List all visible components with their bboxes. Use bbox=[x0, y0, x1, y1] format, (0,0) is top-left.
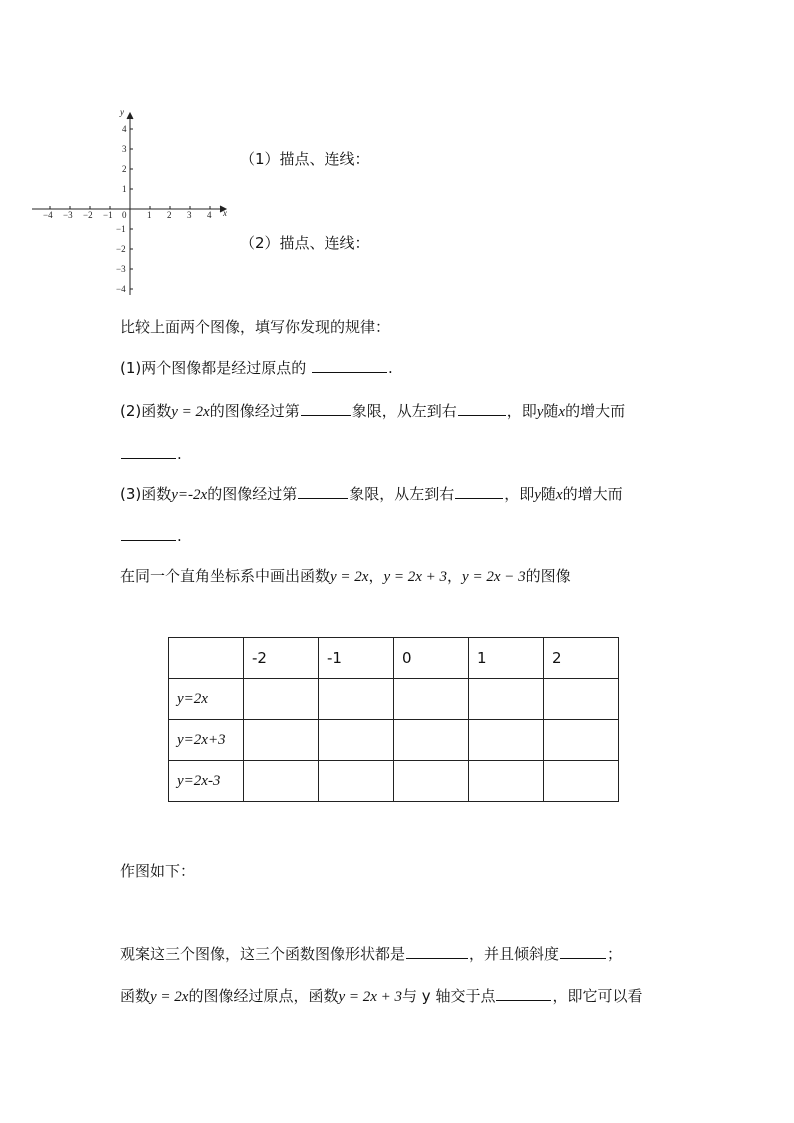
table-cell[interactable] bbox=[469, 761, 544, 802]
observe-text: ，并且倾斜度 bbox=[469, 945, 560, 963]
y-tick-label: −1 bbox=[116, 224, 126, 234]
x-tick-label: −3 bbox=[63, 210, 73, 220]
x-tick-label: 4 bbox=[207, 210, 212, 220]
y-tick-label: 3 bbox=[122, 144, 127, 154]
table-header-cell bbox=[169, 638, 244, 679]
answer-blank[interactable] bbox=[458, 401, 506, 416]
variable-x: x bbox=[558, 404, 566, 420]
rule-1-text: (1)两个图像都是经过原点的 bbox=[120, 359, 307, 377]
rule-3 bbox=[120, 484, 623, 505]
rule-3-text: 象限，从左到右 bbox=[349, 485, 455, 503]
function-formula: y = 2x − 3 bbox=[462, 569, 526, 585]
table-row bbox=[169, 761, 619, 802]
rule-3-text: ，即 bbox=[504, 485, 535, 503]
observe-line bbox=[120, 944, 622, 964]
rule-3-continuation bbox=[120, 526, 182, 546]
rule-1-end: . bbox=[388, 359, 393, 377]
rule-2-text: 随 bbox=[543, 402, 559, 420]
table-header-cell: 0 bbox=[394, 638, 469, 679]
y-tick-label: 1 bbox=[122, 184, 127, 194]
x-tick-label: −2 bbox=[83, 210, 93, 220]
question-1-label: （1）描点、连线： bbox=[240, 150, 370, 168]
answer-blank[interactable] bbox=[298, 484, 348, 499]
table-cell[interactable] bbox=[544, 761, 619, 802]
table-cell[interactable] bbox=[394, 720, 469, 761]
x-tick-label: 2 bbox=[167, 210, 172, 220]
y-tick-label: 4 bbox=[122, 124, 127, 134]
last-line-text: 函数 bbox=[120, 987, 151, 1005]
x-tick-label: −1 bbox=[103, 210, 113, 220]
rule-2-continuation bbox=[120, 444, 182, 464]
answer-blank[interactable] bbox=[406, 944, 468, 959]
question-2-label: （2）描点、连线： bbox=[240, 234, 370, 252]
y-tick-label: −3 bbox=[116, 264, 126, 274]
rule-2-text: ，即 bbox=[506, 402, 537, 420]
rule-3-text: (3)函数 bbox=[120, 485, 172, 503]
draw-as-label: 作图如下： bbox=[120, 862, 196, 880]
answer-blank[interactable] bbox=[121, 526, 176, 541]
table-cell[interactable] bbox=[394, 761, 469, 802]
table-cell[interactable] bbox=[394, 679, 469, 720]
answer-blank[interactable] bbox=[455, 484, 503, 499]
rule-3-text: 的增大而 bbox=[562, 485, 623, 503]
y-axis-label: y bbox=[120, 107, 124, 117]
answer-blank[interactable] bbox=[121, 444, 176, 459]
separator: ， bbox=[447, 567, 463, 585]
instruction-text: 的图像 bbox=[525, 567, 571, 585]
table-cell[interactable] bbox=[244, 679, 319, 720]
value-table bbox=[168, 637, 619, 802]
y-axis-arrow bbox=[127, 113, 133, 119]
rule-2-text: 象限，从左到右 bbox=[351, 402, 457, 420]
rule-2 bbox=[120, 401, 625, 422]
variable-y: y bbox=[534, 487, 541, 503]
table-cell[interactable] bbox=[544, 679, 619, 720]
x-tick-label: 1 bbox=[147, 210, 152, 220]
table-row-label: y=2x bbox=[169, 679, 244, 720]
rule-2-end: . bbox=[177, 445, 182, 463]
x-tick-label: −4 bbox=[43, 210, 53, 220]
table-header-row bbox=[169, 638, 619, 679]
table-cell[interactable] bbox=[319, 679, 394, 720]
answer-blank[interactable] bbox=[496, 986, 551, 1001]
table-cell[interactable] bbox=[244, 761, 319, 802]
function-formula: y = 2x + 3 bbox=[383, 569, 448, 585]
table-row bbox=[169, 679, 619, 720]
table-header-cell: -2 bbox=[244, 638, 319, 679]
last-line-text: ，即它可以看 bbox=[552, 987, 643, 1005]
y-tick-label: −4 bbox=[116, 284, 126, 294]
table-cell[interactable] bbox=[319, 720, 394, 761]
last-line-text: 的图像经过原点，函数 bbox=[188, 987, 339, 1005]
table-header-cell: 2 bbox=[544, 638, 619, 679]
table-cell[interactable] bbox=[544, 720, 619, 761]
table-header-cell: -1 bbox=[319, 638, 394, 679]
function-formula: y = 2x bbox=[330, 569, 369, 585]
rule-3-text: 的图像经过第 bbox=[207, 485, 298, 503]
y-tick-label: 2 bbox=[122, 164, 127, 174]
table-header-cell: 1 bbox=[469, 638, 544, 679]
table-cell[interactable] bbox=[469, 679, 544, 720]
rule-3-end: . bbox=[177, 527, 182, 545]
compare-intro: 比较上面两个图像，填写你发现的规律： bbox=[120, 318, 391, 336]
table-row bbox=[169, 720, 619, 761]
function-formula: y = 2x bbox=[171, 404, 210, 420]
rule-2-text: 的增大而 bbox=[565, 402, 626, 420]
x-axis-label: x bbox=[223, 208, 227, 218]
x-tick-label: 0 bbox=[122, 210, 127, 220]
rule-3-text: 随 bbox=[540, 485, 556, 503]
rule-1 bbox=[120, 358, 393, 378]
table-cell[interactable] bbox=[469, 720, 544, 761]
separator: ， bbox=[368, 567, 384, 585]
variable-y: y bbox=[536, 404, 544, 420]
same-system-instruction bbox=[120, 566, 571, 587]
table-row-label: y=2x-3 bbox=[169, 761, 244, 802]
table-row-label: y=2x+3 bbox=[169, 720, 244, 761]
x-tick-label: 3 bbox=[187, 210, 192, 220]
last-line bbox=[120, 986, 642, 1007]
function-formula: y=-2x bbox=[171, 487, 208, 503]
answer-blank[interactable] bbox=[560, 944, 606, 959]
observe-text: 观案这三个图像，这三个函数图像形状都是 bbox=[120, 945, 406, 963]
answer-blank[interactable] bbox=[312, 358, 387, 373]
y-tick-label: −2 bbox=[116, 244, 126, 254]
rule-2-text: (2)函数 bbox=[120, 402, 172, 420]
instruction-text: 在同一个直角坐标系中画出函数 bbox=[120, 567, 331, 585]
observe-text: ； bbox=[607, 945, 623, 963]
function-formula: y = 2x bbox=[150, 989, 189, 1005]
table-cell[interactable] bbox=[244, 720, 319, 761]
variable-x: x bbox=[555, 487, 563, 503]
last-line-text: 与 y 轴交于点 bbox=[402, 987, 496, 1005]
function-formula: y = 2x + 3 bbox=[338, 989, 403, 1005]
answer-blank[interactable] bbox=[301, 401, 351, 416]
table-cell[interactable] bbox=[319, 761, 394, 802]
coordinate-axes-figure bbox=[30, 105, 235, 300]
rule-2-text: 的图像经过第 bbox=[209, 402, 300, 420]
